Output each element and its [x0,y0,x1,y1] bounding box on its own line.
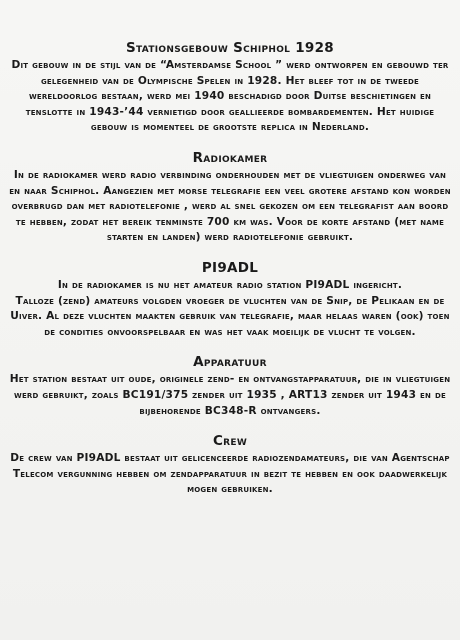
section-title: Radiokamer [192,149,268,166]
section-pi9adl [8,260,452,340]
section-paragraph: De crew van PI9ADL bestaat uit gelicenceerde radiozendamateurs, die van Agentschap Telecom vergunning hebben om zendapparatuur in bezit te hebben en ook daadwerkelijk mogen gebruiken. [10,452,450,496]
section-apparatuur [8,354,452,419]
section-title: Apparatuur [193,354,267,371]
section-title: Crew [212,433,248,450]
section-paragraph: Het station bestaat uit oude, originele zend- en ontvangstapparatuur, die in vliegtuigen werd gebruikt, zoals BC191/375 zender uit 1935 , ART13 zender uit 1943 en de bijbehorende BC348-R ontvangers. [9,373,451,417]
section-paragraph: Talloze (zend) amateurs volgden vroeger de vluchten van de Snip, de Pelikaan en de Uiver. Al deze vluchten maakten gebruik van telegrafie, maar helaas waren (ook) toen de condities onvoorspelbaar en was het vaak moeilijk de vlucht te volgen. [10,294,450,338]
section-title: PI9ADL [201,259,259,276]
section-paragraph: In de radiokamer is nu het amateur radio station PI9ADL ingericht. [57,278,403,291]
section-paragraph: Dit gebouw in de stijl van de “Amsterdamse School ” werd ontworpen en gebouwd ter gelegenheid van de Olympische Spelen in 1928. Het bleef tot in de tweede wereldoorlog bestaan, werd mei 1940 beschadigd door Duitse beschietingen en tenslotte in 1943-’44 vernietigd door geallieerde bombardementen. Het huidige gebouw is momenteel de grootste replica in Nederland. [11,59,449,134]
section-paragraph: In de radiokamer werd radio verbinding onderhouden met de vliegtuigen onderweg van en naar Schiphol. Aangezien met morse telegrafie een veel grotere afstand kon worden overbrugd dan met radiotelefonie , werd al snel gekozen om een telegrafist aan boord te hebben, zodat het bereik tenminste 700 km was. Voor de korte afstand (met name starten en landen) werd radiotelefonie gebruikt. [9,168,451,244]
section-radiokamer [8,150,452,246]
section-stationsgebouw [8,40,452,136]
section-title: Stationsgebouw Schiphol 1928 [126,40,334,56]
section-crew [8,433,452,498]
